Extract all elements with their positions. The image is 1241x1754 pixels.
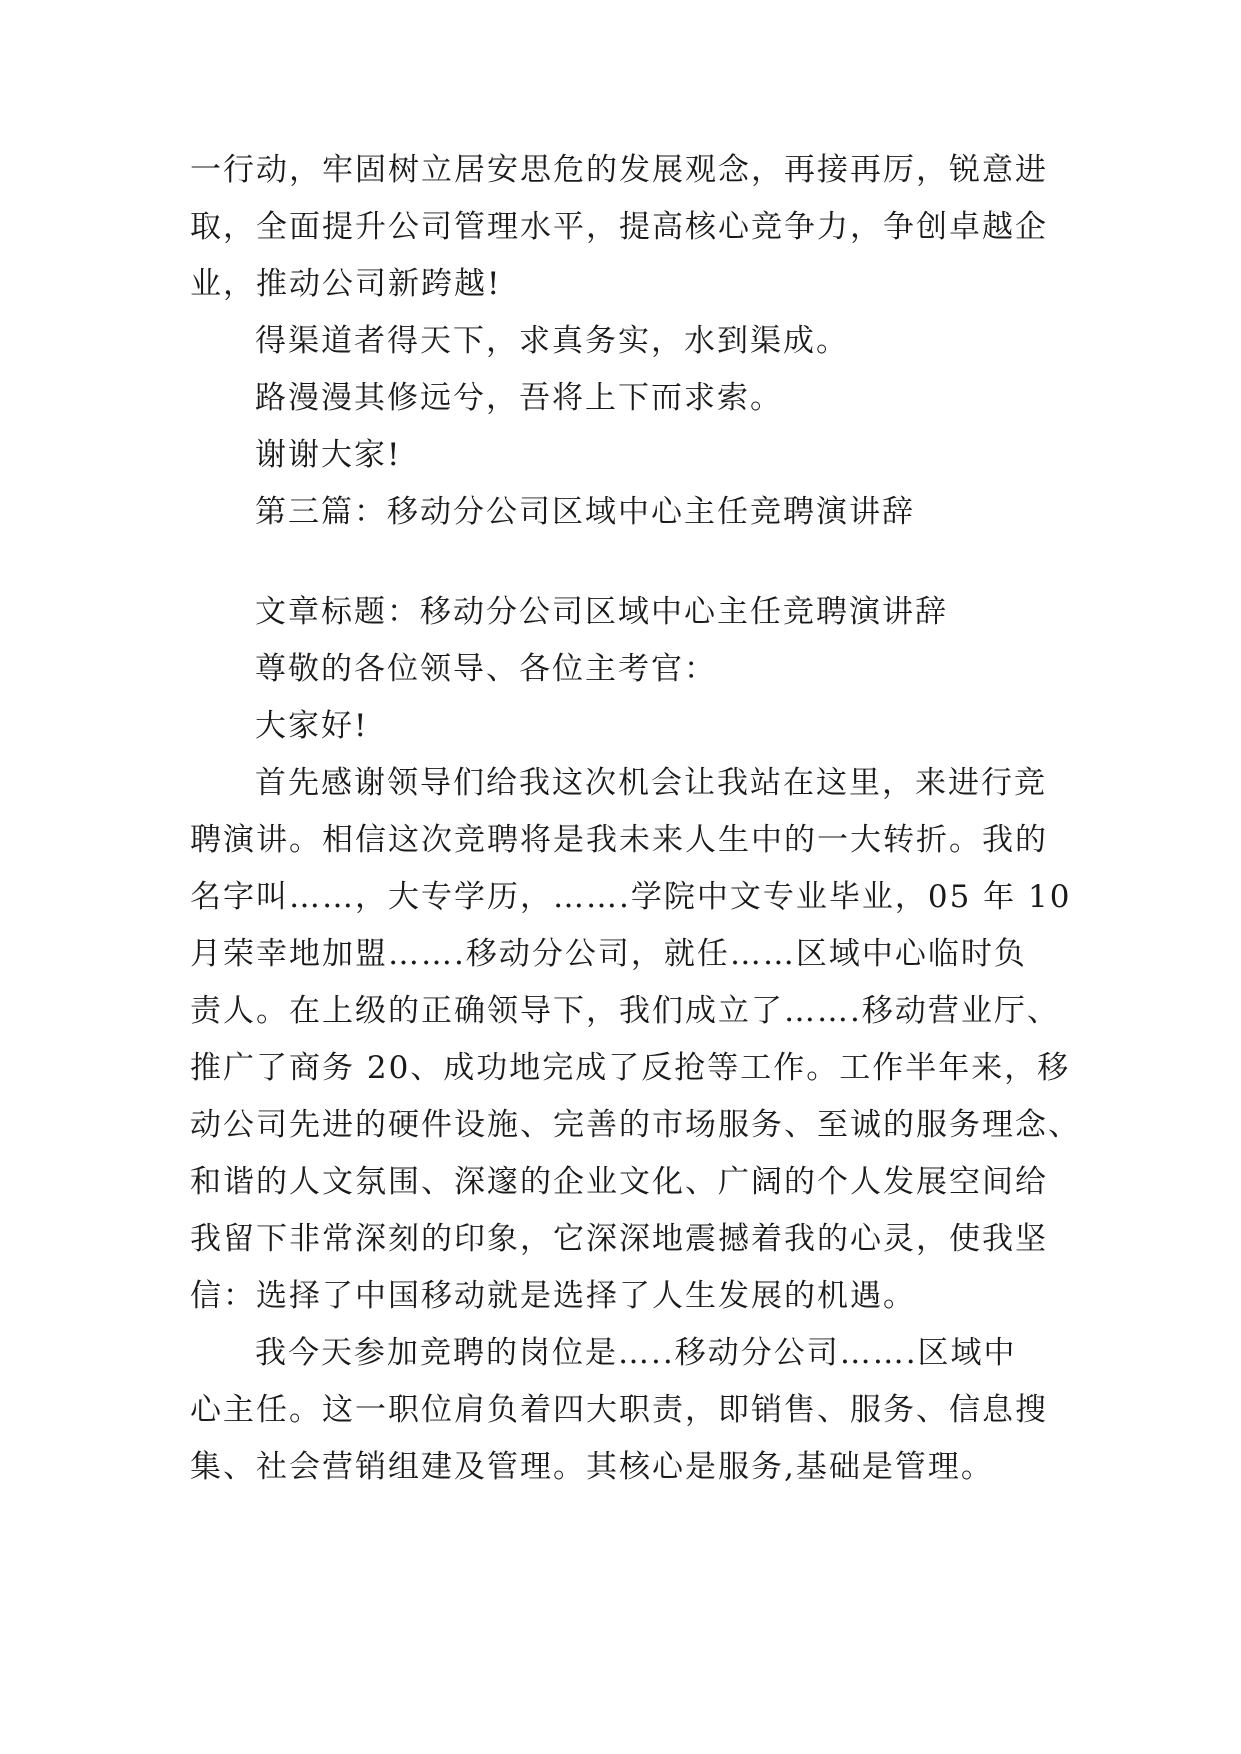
text-line: 推广了商务 20、成功地完成了反抢等工作。工作半年来，移 (190, 1050, 1071, 1086)
text-line: 集、社会营销组建及管理。其核心是服务,基础是管理。 (190, 1449, 994, 1485)
text-line: 月荣幸地加盟…….移动分公司，就任……区域中心临时负 (190, 936, 1027, 972)
section-heading: 第三篇：移动分公司区域中心主任竞聘演讲辞 (255, 494, 915, 530)
greeting-line: 大家好! (255, 708, 369, 744)
article-title-line: 文章标题：移动分公司区域中心主任竞聘演讲辞 (255, 594, 948, 630)
text-line: 谢谢大家! (255, 437, 402, 473)
text-line: 聘演讲。相信这次竞聘将是我未来人生中的一大转折。我的 (190, 822, 1048, 858)
text-line: 业，推动公司新跨越! (190, 266, 502, 302)
text-line: 和谐的人文氛围、深邃的企业文化、广阔的个人发展空间给 (190, 1164, 1048, 1200)
text-line: 动公司先进的硬件设施、完善的市场服务、至诚的服务理念、 (190, 1107, 1081, 1143)
text-line: 责人。在上级的正确领导下，我们成立了…….移动营业厅、 (190, 993, 1060, 1029)
text-line: 心主任。这一职位肩负着四大职责，即销售、服务、信息搜 (190, 1392, 1048, 1428)
text-line: 得渠道者得天下，求真务实，水到渠成。 (255, 323, 849, 359)
text-line: 路漫漫其修远兮，吾将上下而求索。 (255, 380, 783, 416)
text-line: 取，全面提升公司管理水平，提高核心竞争力，争创卓越企 (190, 209, 1048, 245)
text-line: 信：选择了中国移动就是选择了人生发展的机遇。 (190, 1278, 916, 1314)
salutation-line: 尊敬的各位领导、各位主考官： (255, 651, 717, 687)
text-line: 我今天参加竞聘的岗位是…..移动分公司…….区域中 (255, 1335, 1017, 1371)
text-line: 我留下非常深刻的印象，它深深地震撼着我的心灵，使我坚 (190, 1221, 1048, 1257)
text-line: 一行动，牢固树立居安思危的发展观念，再接再厉，锐意进 (190, 152, 1048, 188)
text-line: 名字叫……，大专学历，…….学院中文专业毕业，05 年 10 (190, 879, 1072, 915)
text-line: 首先感谢领导们给我这次机会让我站在这里，来进行竞 (255, 765, 1047, 801)
